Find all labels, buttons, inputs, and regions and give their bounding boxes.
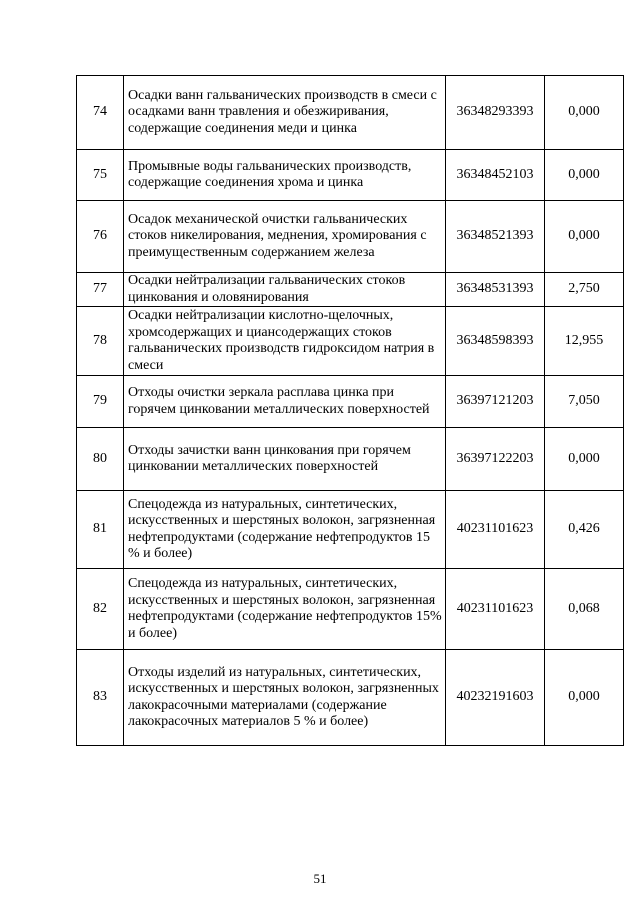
table-row xyxy=(77,201,624,273)
waste-name: Осадок механической очистки гальванических стоков никелирования, меднения, хромирования с преимущественным содержанием железа xyxy=(124,201,446,273)
waste-amount: 0,000 xyxy=(545,150,624,201)
waste-name: Осадки нейтрализации кислотно-щелочных, хромсодержащих и циансодержащих стоков гальванических производств гидроксидом натрия в смеси xyxy=(124,307,446,376)
table-row xyxy=(77,491,624,569)
row-number: 76 xyxy=(77,201,124,273)
waste-amount: 12,955 xyxy=(545,307,624,376)
row-number: 77 xyxy=(77,273,124,307)
table-row xyxy=(77,376,624,428)
waste-code: 36348452103 xyxy=(446,150,545,201)
table-row xyxy=(77,307,624,376)
table-row xyxy=(77,428,624,491)
waste-name: Отходы зачистки ванн цинкования при горячем цинковании металлических поверхностей xyxy=(124,428,446,491)
waste-name: Спецодежда из натуральных, синтетических, искусственных и шерстяных волокон, загрязненная нефтепродуктами (содержание нефтепродуктов 15% и более) xyxy=(124,569,446,650)
waste-amount: 7,050 xyxy=(545,376,624,428)
row-number: 78 xyxy=(77,307,124,376)
row-number: 81 xyxy=(77,491,124,569)
waste-name: Отходы очистки зеркала расплава цинка при горячем цинковании металлических поверхностей xyxy=(124,376,446,428)
waste-code: 36397121203 xyxy=(446,376,545,428)
row-number: 75 xyxy=(77,150,124,201)
waste-code: 36397122203 xyxy=(446,428,545,491)
waste-code: 36348293393 xyxy=(446,76,545,150)
row-number: 82 xyxy=(77,569,124,650)
waste-amount: 0,068 xyxy=(545,569,624,650)
waste-name: Промывные воды гальванических производств, содержащие соединения хрома и цинка xyxy=(124,150,446,201)
page-number: 51 xyxy=(313,871,327,886)
waste-name: Осадки ванн гальванических производств в смеси с осадками ванн травления и обезжиривания, содержащие соединения меди и цинка xyxy=(124,76,446,150)
table-row xyxy=(77,650,624,746)
waste-name: Отходы изделий из натуральных, синтетических, искусственных и шерстяных волокон, загрязненных лакокрасочными материалами (содержание лакокрасочных материалов 5 % и более) xyxy=(124,650,446,746)
waste-amount: 0,426 xyxy=(545,491,624,569)
waste-code: 40231101623 xyxy=(446,491,545,569)
waste-code: 40232191603 xyxy=(446,650,545,746)
waste-name: Спецодежда из натуральных, синтетических, искусственных и шерстяных волокон, загрязненная нефтепродуктами (содержание нефтепродуктов 15 % и более) xyxy=(124,491,446,569)
row-number: 83 xyxy=(77,650,124,746)
waste-amount: 0,000 xyxy=(545,428,624,491)
waste-amount: 0,000 xyxy=(545,76,624,150)
row-number: 80 xyxy=(77,428,124,491)
table-row xyxy=(77,569,624,650)
row-number: 79 xyxy=(77,376,124,428)
waste-name: Осадки нейтрализации гальванических стоков цинкования и оловянирования xyxy=(124,273,446,307)
table-row xyxy=(77,76,624,150)
waste-table xyxy=(76,75,624,746)
table-row xyxy=(77,273,624,307)
waste-code: 36348598393 xyxy=(446,307,545,376)
waste-amount: 0,000 xyxy=(545,650,624,746)
table-row xyxy=(77,150,624,201)
waste-code: 36348531393 xyxy=(446,273,545,307)
waste-amount: 2,750 xyxy=(545,273,624,307)
row-number: 74 xyxy=(77,76,124,150)
waste-code: 40231101623 xyxy=(446,569,545,650)
waste-code: 36348521393 xyxy=(446,201,545,273)
waste-amount: 0,000 xyxy=(545,201,624,273)
